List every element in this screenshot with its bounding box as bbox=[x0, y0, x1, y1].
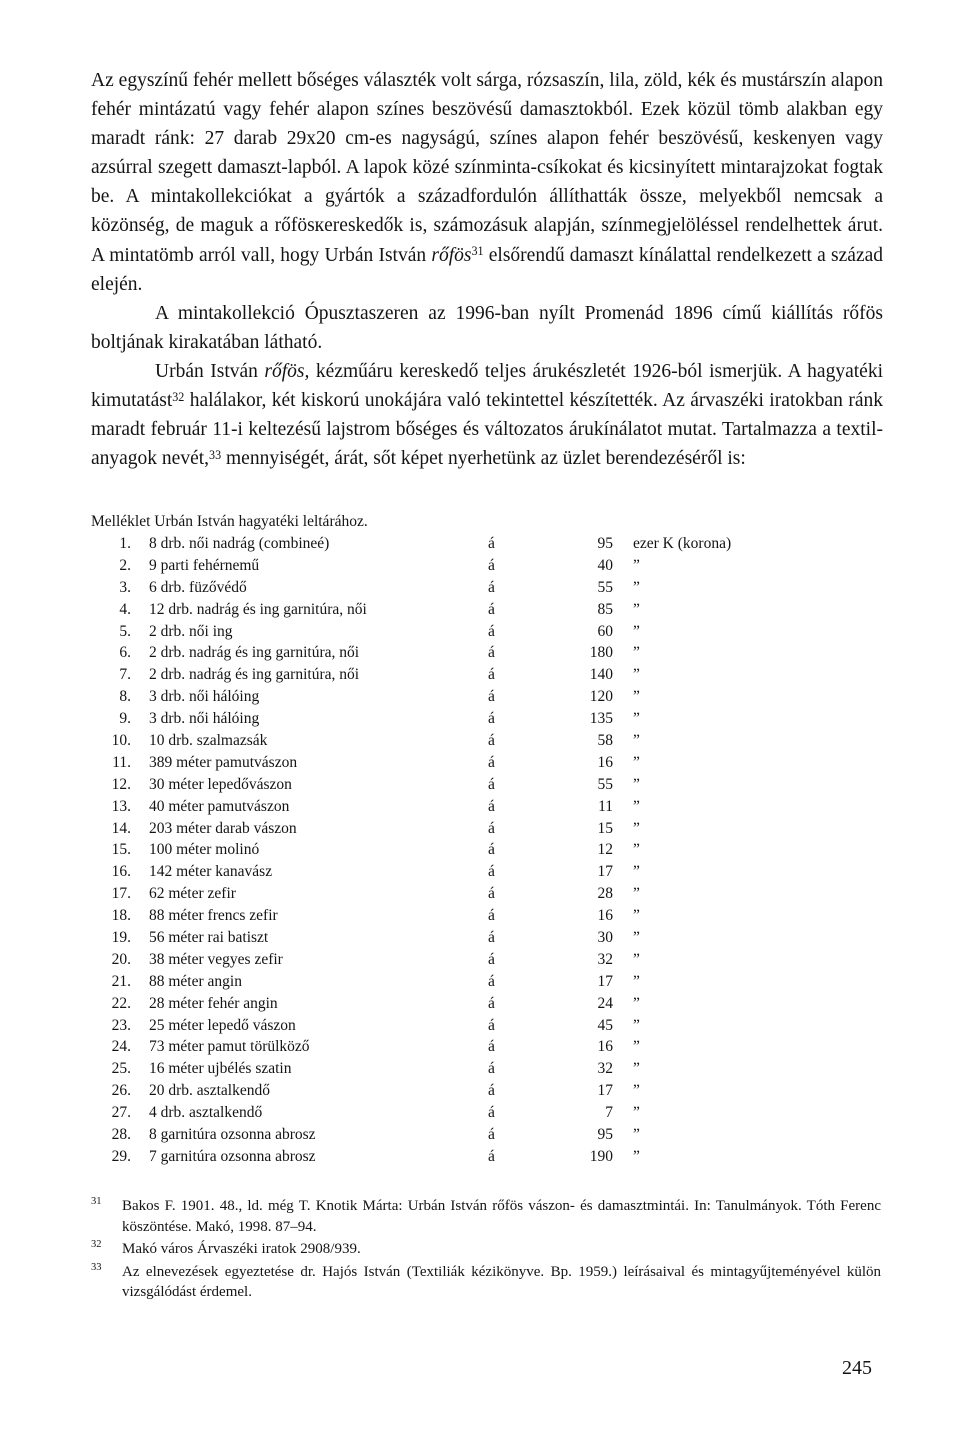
price-unit: ” bbox=[633, 1126, 640, 1144]
price-unit: ” bbox=[633, 819, 640, 837]
item-number: 28. bbox=[111, 1126, 131, 1144]
item-price: 60 bbox=[597, 622, 613, 640]
footnote-mark: 33 bbox=[91, 1261, 102, 1273]
table-row bbox=[91, 774, 791, 796]
price-unit: ” bbox=[633, 666, 640, 684]
item-number: 4. bbox=[119, 600, 131, 618]
item-price: 28 bbox=[597, 885, 613, 903]
footnotes bbox=[91, 1196, 881, 1305]
item-number: 16. bbox=[111, 863, 131, 881]
price-unit: ” bbox=[633, 644, 640, 662]
price-unit: ” bbox=[633, 994, 640, 1012]
item-description: 38 méter vegyes zefir bbox=[149, 950, 283, 968]
item-description: 6 drb. füzővédő bbox=[149, 578, 247, 596]
table-row bbox=[91, 708, 791, 730]
footnote-reference: 33 bbox=[209, 447, 222, 462]
price-unit: ” bbox=[633, 710, 640, 728]
item-number: 19. bbox=[111, 929, 131, 947]
item-number: 13. bbox=[111, 797, 131, 815]
price-unit: ” bbox=[633, 578, 640, 596]
item-price: 30 bbox=[597, 929, 613, 947]
price-prefix: á bbox=[488, 775, 495, 793]
price-unit: ” bbox=[633, 950, 640, 968]
item-price: 17 bbox=[597, 863, 613, 881]
price-unit: ezer K (korona) bbox=[633, 535, 732, 552]
price-prefix: á bbox=[488, 578, 495, 596]
table-row bbox=[91, 993, 791, 1015]
price-prefix: á bbox=[488, 1126, 495, 1144]
item-description: 9 parti fehérnemű bbox=[149, 556, 260, 574]
table-row bbox=[91, 971, 791, 993]
price-unit: ” bbox=[633, 1147, 640, 1165]
text-run: Az egyszínű fehér mellett bőséges választék volt sárga, rózsaszín, lila, zöld, kék és mustárszín alapon fehér mintázatú vagy fehér alapon színes beszövésű damasztokból. Ezek közül tömb alakban egy maradt ránk: 27 darab 29x20 cm-es nagyságú, színes alapon fehér beszövésű, keskenyen vagy azsúrral szegett damaszt-lapból. A lapok közé színminta-csíkokat és kicsinyített mintarajzokat fogtak be. A mintakollekciókat a gyártók a századfordulón állíthatták össze, melyekből nemcsak a közönség, de maguk a rőfösкereskedők is, számozásuk alapján, színmegjelöléssel rendelhettek árut. A mintatömb arról vall, hogy Urbán István bbox=[91, 70, 883, 266]
item-number: 2. bbox=[119, 556, 131, 574]
price-prefix: á bbox=[488, 929, 495, 947]
footnote-mark: 31 bbox=[91, 1196, 102, 1207]
text-run: mennyiségét, árát, sőt képet nyerhetünk az üzlet berendezéséről is: bbox=[221, 448, 746, 470]
table-row bbox=[91, 861, 791, 883]
table-row bbox=[91, 1036, 791, 1058]
item-price: 32 bbox=[597, 950, 613, 968]
table-row bbox=[91, 730, 791, 752]
item-description: 2 drb. női ing bbox=[149, 622, 233, 640]
item-description: 8 drb. női nadrág (combineé) bbox=[149, 535, 330, 552]
table-row bbox=[91, 949, 791, 971]
item-price: 7 bbox=[605, 1104, 613, 1122]
item-price: 55 bbox=[597, 578, 613, 596]
item-price: 135 bbox=[589, 710, 613, 728]
item-price: 11 bbox=[598, 797, 613, 815]
text-run: Urbán István bbox=[155, 360, 265, 382]
item-description: 2 drb. nadrág és ing garnitúra, női bbox=[149, 666, 360, 684]
footnote-text: Az elnevezések egyeztetése dr. Hajós István (Textiliák kézikönyve. Bp. 1959.) leírásaival és mintagyűjteményével külön vizsgálódást érdemel. bbox=[122, 1263, 881, 1300]
price-unit: ” bbox=[633, 841, 640, 859]
item-description: 8 garnitúra ozsonna abrosz bbox=[149, 1126, 316, 1144]
price-prefix: á bbox=[488, 535, 495, 552]
item-price: 190 bbox=[589, 1147, 613, 1165]
footnote-mark: 32 bbox=[91, 1239, 102, 1250]
price-unit: ” bbox=[633, 753, 640, 771]
price-prefix: á bbox=[488, 732, 495, 750]
item-description: 16 méter ujbélés szatin bbox=[149, 1060, 292, 1078]
footnote bbox=[91, 1239, 881, 1260]
table-row bbox=[91, 927, 791, 949]
price-prefix: á bbox=[488, 688, 495, 706]
price-unit: ” bbox=[633, 1082, 640, 1100]
table-row bbox=[91, 1015, 791, 1037]
item-description: 88 méter frencs zefir bbox=[149, 907, 278, 925]
price-prefix: á bbox=[488, 666, 495, 684]
price-prefix: á bbox=[488, 622, 495, 640]
item-number: 6. bbox=[119, 644, 131, 662]
table-row bbox=[91, 1080, 791, 1102]
item-price: 16 bbox=[597, 907, 613, 925]
item-description: 3 drb. női hálóing bbox=[149, 710, 260, 728]
table-row bbox=[91, 905, 791, 927]
footnote-reference: 31 bbox=[471, 244, 484, 259]
item-description: 7 garnitúra ozsonna abrosz bbox=[149, 1147, 316, 1165]
table-row bbox=[91, 599, 791, 621]
price-prefix: á bbox=[488, 753, 495, 771]
item-price: 85 bbox=[597, 600, 613, 618]
text-run: A mintakollekció Ópusztaszeren az 1996-ban nyílt Promenád 1896 című kiállítás rőfös boltjának kirakatában látható. bbox=[91, 302, 883, 353]
item-number: 7. bbox=[119, 666, 131, 684]
table-row bbox=[91, 752, 791, 774]
item-number: 3. bbox=[119, 578, 131, 596]
item-price: 12 bbox=[597, 841, 613, 859]
price-prefix: á bbox=[488, 1082, 495, 1100]
price-unit: ” bbox=[633, 1016, 640, 1034]
item-number: 27. bbox=[111, 1104, 131, 1122]
price-prefix: á bbox=[488, 885, 495, 903]
item-number: 10. bbox=[111, 732, 131, 750]
price-prefix: á bbox=[488, 972, 495, 990]
item-description: 142 méter kanavász bbox=[149, 863, 273, 881]
item-number: 12. bbox=[111, 775, 131, 793]
item-description: 2 drb. nadrág és ing garnitúra, női bbox=[149, 644, 360, 662]
item-description: 88 méter angin bbox=[149, 972, 242, 990]
table-row bbox=[91, 621, 791, 643]
item-description: 3 drb. női hálóing bbox=[149, 688, 260, 706]
item-description: 30 méter lepedővászon bbox=[149, 775, 292, 793]
item-price: 32 bbox=[597, 1060, 613, 1078]
price-unit: ” bbox=[633, 972, 640, 990]
item-description: 40 méter pamutvászon bbox=[149, 797, 290, 815]
item-price: 55 bbox=[597, 775, 613, 793]
table-row bbox=[91, 533, 791, 555]
item-description: 62 méter zefir bbox=[149, 885, 236, 903]
item-description: 12 drb. nadrág és ing garnitúra, női bbox=[149, 600, 367, 618]
item-price: 16 bbox=[597, 753, 613, 771]
item-number: 18. bbox=[111, 907, 131, 925]
price-prefix: á bbox=[488, 1038, 495, 1056]
table-row bbox=[91, 686, 791, 708]
table-row bbox=[91, 555, 791, 577]
price-prefix: á bbox=[488, 950, 495, 968]
item-number: 11. bbox=[112, 753, 131, 771]
price-prefix: á bbox=[488, 994, 495, 1012]
price-unit: ” bbox=[633, 1060, 640, 1078]
price-prefix: á bbox=[488, 600, 495, 618]
table-row bbox=[91, 1058, 791, 1080]
price-prefix: á bbox=[488, 907, 495, 925]
footnote bbox=[91, 1196, 881, 1237]
body-text bbox=[91, 66, 883, 473]
text-run: kézműáru kereskedő teljes árukészletét 1926-ból ismerjük. A hagyatéki kimutatást bbox=[91, 360, 883, 412]
item-number: 23. bbox=[111, 1016, 131, 1034]
item-number: 25. bbox=[111, 1060, 131, 1078]
table-row bbox=[91, 1146, 791, 1168]
price-prefix: á bbox=[488, 644, 495, 662]
item-price: 180 bbox=[589, 644, 613, 662]
price-unit: ” bbox=[633, 907, 640, 925]
item-number: 5. bbox=[119, 622, 131, 640]
item-price: 24 bbox=[597, 994, 613, 1012]
inventory-list bbox=[91, 533, 791, 1168]
item-number: 17. bbox=[111, 885, 131, 903]
body-paragraph bbox=[91, 357, 883, 473]
footnote-reference: 32 bbox=[172, 389, 185, 404]
price-prefix: á bbox=[488, 1104, 495, 1122]
price-prefix: á bbox=[488, 710, 495, 728]
item-description: 10 drb. szalmazsák bbox=[149, 732, 268, 750]
item-number: 29. bbox=[111, 1147, 131, 1165]
item-price: 120 bbox=[589, 688, 613, 706]
item-number: 14. bbox=[111, 819, 131, 837]
item-price: 40 bbox=[597, 556, 613, 574]
price-unit: ” bbox=[633, 622, 640, 640]
price-prefix: á bbox=[488, 556, 495, 574]
table-row bbox=[91, 577, 791, 599]
price-unit: ” bbox=[633, 688, 640, 706]
table-row bbox=[91, 1124, 791, 1146]
price-prefix: á bbox=[488, 841, 495, 859]
price-prefix: á bbox=[488, 819, 495, 837]
price-unit: ” bbox=[633, 863, 640, 881]
item-description: 100 méter molinó bbox=[149, 841, 260, 859]
table-row bbox=[91, 818, 791, 840]
footnote-text: Bakos F. 1901. 48., ld. még T. Knotik Márta: Urbán István rőfös vászon- és damasztmintái. In: Tanulmányok. Tóth Ferenc köszöntése. Makó, 1998. 87–94. bbox=[122, 1198, 881, 1235]
page-number: 245 bbox=[842, 1357, 872, 1379]
price-unit: ” bbox=[633, 797, 640, 815]
price-unit: ” bbox=[633, 1104, 640, 1122]
item-number: 21. bbox=[111, 972, 131, 990]
table-row bbox=[91, 1102, 791, 1124]
item-number: 22. bbox=[111, 994, 131, 1012]
item-number: 20. bbox=[111, 950, 131, 968]
item-description: 56 méter rai batiszt bbox=[149, 929, 269, 947]
price-prefix: á bbox=[488, 863, 495, 881]
item-price: 16 bbox=[597, 1038, 613, 1056]
price-unit: ” bbox=[633, 929, 640, 947]
price-prefix: á bbox=[488, 797, 495, 815]
price-unit: ” bbox=[633, 556, 640, 574]
item-number: 15. bbox=[111, 841, 131, 859]
table-row bbox=[91, 664, 791, 686]
table-row bbox=[91, 796, 791, 818]
item-price: 17 bbox=[597, 1082, 613, 1100]
italic-term: rőfös, bbox=[264, 360, 310, 382]
price-prefix: á bbox=[488, 1016, 495, 1034]
item-price: 95 bbox=[597, 535, 613, 552]
footnote bbox=[91, 1262, 881, 1303]
price-prefix: á bbox=[488, 1147, 495, 1165]
item-number: 26. bbox=[111, 1082, 131, 1100]
price-unit: ” bbox=[633, 1038, 640, 1056]
item-description: 389 méter pamutvászon bbox=[149, 753, 298, 771]
item-price: 95 bbox=[597, 1126, 613, 1144]
price-unit: ” bbox=[633, 885, 640, 903]
table-row bbox=[91, 883, 791, 905]
italic-term: rőfös bbox=[431, 244, 472, 266]
item-description: 203 méter darab vászon bbox=[149, 819, 297, 837]
price-unit: ” bbox=[633, 775, 640, 793]
item-description: 28 méter fehér angin bbox=[149, 994, 278, 1012]
item-price: 140 bbox=[589, 666, 613, 684]
body-paragraph bbox=[91, 66, 883, 299]
text-run: elsőrendű damaszt kínálattal rendelkezett a század elején. bbox=[91, 244, 884, 295]
item-price: 15 bbox=[597, 819, 613, 837]
item-number: 9. bbox=[119, 710, 131, 728]
footnote-text: Makó város Árvaszéki iratok 2908/939. bbox=[122, 1241, 361, 1257]
table-row bbox=[91, 642, 791, 664]
price-unit: ” bbox=[633, 600, 640, 618]
item-description: 25 méter lepedő vászon bbox=[149, 1016, 296, 1034]
item-description: 4 drb. asztalkendő bbox=[149, 1104, 263, 1122]
price-prefix: á bbox=[488, 1060, 495, 1078]
item-number: 1. bbox=[119, 535, 131, 552]
item-description: 73 méter pamut törülköző bbox=[149, 1038, 310, 1056]
item-price: 17 bbox=[597, 972, 613, 990]
table-row bbox=[91, 839, 791, 861]
annex-title: Melléklet Urbán István hagyatéki leltárához. bbox=[91, 513, 368, 530]
item-price: 45 bbox=[597, 1016, 613, 1034]
item-number: 24. bbox=[111, 1038, 131, 1056]
text-run: halálakor, két kiskorú unokájára való tekintettel készítették. Az árvaszéki iratokban ránk maradt február 11-i keltezésű lajstrom bőséges és változatos árukínálatot mutat. Tartalmazza a textil-anyagok nevét, bbox=[91, 390, 883, 470]
body-paragraph bbox=[91, 299, 883, 357]
item-price: 58 bbox=[597, 732, 613, 750]
price-unit: ” bbox=[633, 732, 640, 750]
item-number: 8. bbox=[119, 688, 131, 706]
item-description: 20 drb. asztalkendő bbox=[149, 1082, 270, 1100]
